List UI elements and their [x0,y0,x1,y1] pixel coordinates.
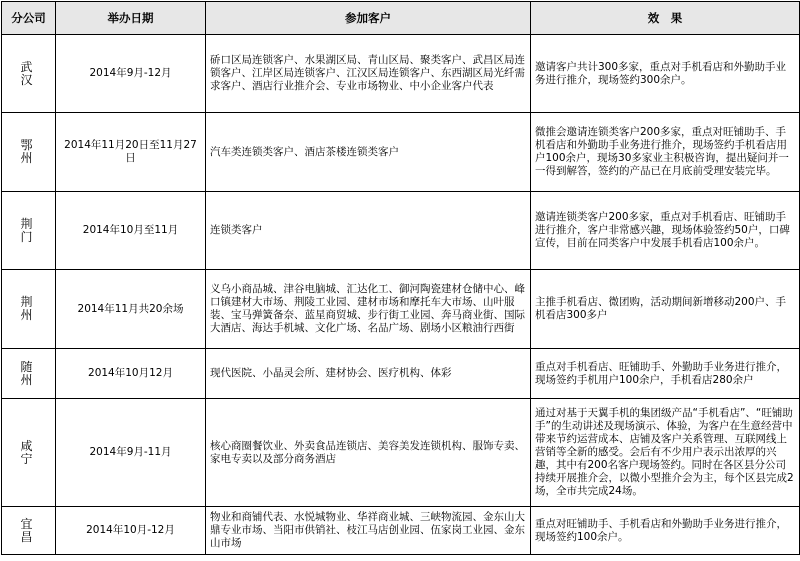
branch-cell: 宜 昌 [2,507,56,555]
branch-cell: 荆 州 [2,270,56,349]
effect-cell: 主推手机看店、微团购，活动期间新增移动200户、手机看店300多户 [531,270,800,349]
clients-cell: 义乌小商品城、津谷电脑城、汇达化工、御河陶瓷建材仓储中心、峰口镇建材大市场、荆陵工业园、建材市场和摩托车大市场、山叶服装、宝马弹簧备奈、蓝星商贸城、步行街工业园、奔马商业街、国际大酒店、海达手机城、文化广场、名品广场、剧场小区粮油行西街 [206,270,531,349]
header-effect: 效 果 [531,2,800,35]
clients-cell: 核心商圈餐饮业、外卖食品连锁店、美容美发连锁机构、服饰专卖、家电专卖以及部分商务酒店 [206,399,531,507]
table-row [2,349,800,399]
table-row [2,507,800,555]
clients-cell: 汽车类连锁类客户、酒店茶楼连锁类客户 [206,113,531,192]
date-cell: 2014年10月-12月 [56,507,206,555]
table-row [2,113,800,192]
header-clients: 参加客户 [206,2,531,35]
header-row [2,2,800,35]
branch-cell: 咸 宁 [2,399,56,507]
table-row [2,192,800,270]
date-cell: 2014年9月-12月 [56,35,206,113]
date-cell: 2014年10月12月 [56,349,206,399]
effect-cell: 重点对旺铺助手、手机看店和外勤助手业务进行推介，现场签约100余户。 [531,507,800,555]
branch-cell: 荆 门 [2,192,56,270]
clients-cell: 现代医院、小晶灵会所、建材协会、医疗机构、体彩 [206,349,531,399]
table-row [2,35,800,113]
effect-cell: 微推会邀请连锁类客户200多家，重点对旺铺助手、手机看店和外勤助手业务进行推介，现场签约手机看店用户100余户，现场30多家业主积极咨询，提出疑问并一一得到解答，签约的产品已在月底前受理安装完毕。 [531,113,800,192]
branch-cell: 随 州 [2,349,56,399]
clients-cell: 物业和商铺代表、水悦城物业、华祥商业城、三峡物流园、金东山大鼎专业市场、当阳市供销社、枝江马店创业园、伍家岗工业园、金东山市场 [206,507,531,555]
table-row [2,399,800,507]
activity-table [1,1,800,555]
effect-cell: 邀请客户共计300多家，重点对手机看店和外勤助手业务进行推介，现场签约300余户。 [531,35,800,113]
clients-cell: 连锁类客户 [206,192,531,270]
date-cell: 2014年9月-11月 [56,399,206,507]
header-date: 举办日期 [56,2,206,35]
date-cell: 2014年10月至11月 [56,192,206,270]
effect-cell: 重点对手机看店、旺铺助手、外勤助手业务进行推介，现场签约手机用户100余户，手机看店280余户 [531,349,800,399]
date-cell: 2014年11月共20余场 [56,270,206,349]
table-row [2,270,800,349]
effect-cell: 邀请连锁类客户200多家，重点对手机看店、旺铺助手进行推介，客户非常感兴趣，现场体验签约50户，口碑宣传，目前在同类客户中发展手机看店100余户。 [531,192,800,270]
date-cell: 2014年11月20日至11月27日 [56,113,206,192]
clients-cell: 硚口区局连锁客户、水果湖区局、青山区局、聚类客户、武昌区局连锁客户、江岸区局连锁客户、江汉区局连锁客户、东西湖区局光纤需求客户、酒店行业推介会、专业市场物业、中小企业客户代表 [206,35,531,113]
branch-cell: 武 汉 [2,35,56,113]
header-branch: 分公司 [2,2,56,35]
effect-cell: 通过对基于天翼手机的集团级产品“手机看店”、“旺铺助手”的生动讲述及现场演示、体验，为客户在生意经营中带来节约运营成本、店铺及客户关系管理、互联网线上营销等全新的感受。会后有不少用户表示出浓厚的兴趣，其中有200名客户现场签约。同时在各区县分公司持续开展推介会，以微小型推介会为主，每个区县完成2场，全市共完成24场。 [531,399,800,507]
branch-cell: 鄂 州 [2,113,56,192]
